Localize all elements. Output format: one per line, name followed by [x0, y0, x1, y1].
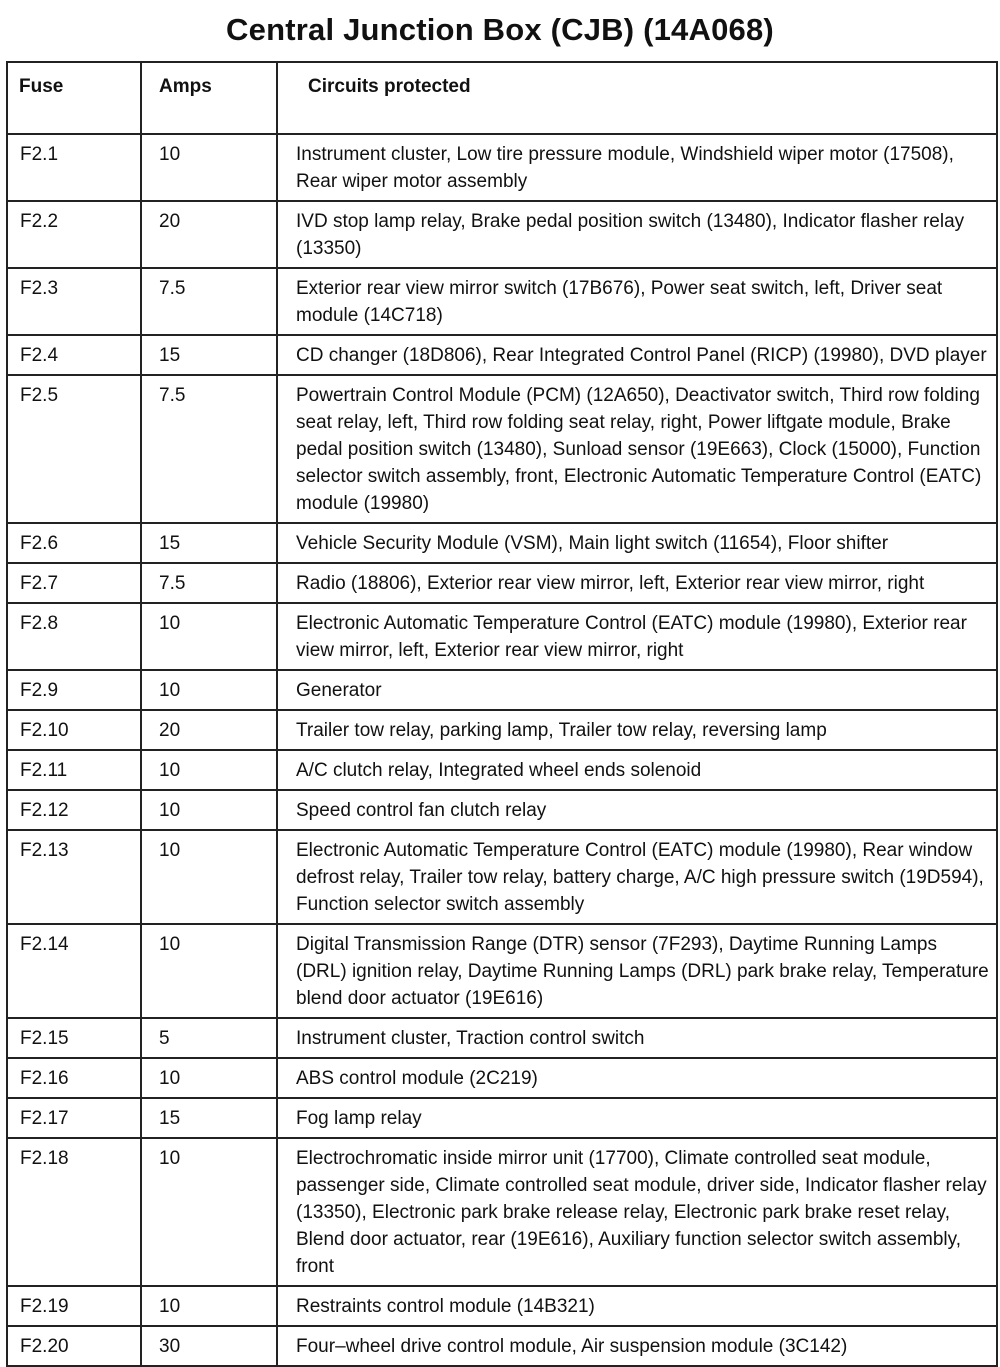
circuits-cell: Four–wheel drive control module, Air suspension module (3C142) — [277, 1326, 997, 1366]
fuse-cell: F2.7 — [7, 563, 141, 603]
table-row — [7, 924, 997, 1018]
table-row — [7, 790, 997, 830]
table-row — [7, 830, 997, 924]
amps-cell: 10 — [141, 924, 277, 1018]
fuse-cell: F2.17 — [7, 1098, 141, 1138]
table-row — [7, 1286, 997, 1326]
circuits-cell: CD changer (18D806), Rear Integrated Control Panel (RICP) (19980), DVD player — [277, 335, 997, 375]
circuits-cell: Speed control fan clutch relay — [277, 790, 997, 830]
table-row — [7, 710, 997, 750]
amps-cell: 5 — [141, 1018, 277, 1058]
table-row — [7, 134, 997, 201]
circuits-cell: IVD stop lamp relay, Brake pedal position switch (13480), Indicator flasher relay (13350) — [277, 201, 997, 268]
amps-cell: 20 — [141, 710, 277, 750]
circuits-cell: Trailer tow relay, parking lamp, Trailer tow relay, reversing lamp — [277, 710, 997, 750]
fuse-cell: F2.10 — [7, 710, 141, 750]
amps-cell: 10 — [141, 790, 277, 830]
amps-cell: 7.5 — [141, 563, 277, 603]
fuse-table — [6, 61, 998, 1367]
table-row — [7, 1138, 997, 1286]
fuse-cell: F2.11 — [7, 750, 141, 790]
fuse-cell: F2.6 — [7, 523, 141, 563]
amps-cell: 10 — [141, 1286, 277, 1326]
table-row — [7, 375, 997, 523]
amps-cell: 7.5 — [141, 375, 277, 523]
column-header-fuse: Fuse — [7, 62, 141, 134]
page-title: Central Junction Box (CJB) (14A068) — [226, 12, 774, 47]
amps-cell: 10 — [141, 670, 277, 710]
circuits-cell: ABS control module (2C219) — [277, 1058, 997, 1098]
column-header-circuits: Circuits protected — [277, 62, 997, 134]
circuits-cell: Exterior rear view mirror switch (17B676), Power seat switch, left, Driver seat module (14C718) — [277, 268, 997, 335]
amps-cell: 15 — [141, 523, 277, 563]
fuse-cell: F2.4 — [7, 335, 141, 375]
table-row — [7, 1018, 997, 1058]
fuse-cell: F2.13 — [7, 830, 141, 924]
amps-cell: 7.5 — [141, 268, 277, 335]
amps-cell: 10 — [141, 1058, 277, 1098]
fuse-cell: F2.16 — [7, 1058, 141, 1098]
table-row — [7, 201, 997, 268]
fuse-cell: F2.1 — [7, 134, 141, 201]
table-row — [7, 603, 997, 670]
amps-cell: 10 — [141, 830, 277, 924]
table-row — [7, 523, 997, 563]
circuits-cell: Digital Transmission Range (DTR) sensor (7F293), Daytime Running Lamps (DRL) ignition relay, Daytime Running Lamps (DRL) park brake relay, Temperature blend door actuator (19E616) — [277, 924, 997, 1018]
amps-cell: 15 — [141, 1098, 277, 1138]
table-row — [7, 670, 997, 710]
fuse-cell: F2.15 — [7, 1018, 141, 1058]
circuits-cell: Powertrain Control Module (PCM) (12A650), Deactivator switch, Third row folding seat relay, left, Third row folding seat relay, right, Power liftgate module, Brake pedal position switch (13480), Sunload sensor (19E663), Clock (15000), Function selector switch assembly, front, Electronic Automatic Temperature Control (EATC) module (19980) — [277, 375, 997, 523]
column-header-amps: Amps — [141, 62, 277, 134]
table-row — [7, 750, 997, 790]
amps-cell: 10 — [141, 1138, 277, 1286]
fuse-cell: F2.2 — [7, 201, 141, 268]
amps-cell: 10 — [141, 134, 277, 201]
table-row — [7, 268, 997, 335]
circuits-cell: Generator — [277, 670, 997, 710]
fuse-cell: F2.3 — [7, 268, 141, 335]
circuits-cell: Fog lamp relay — [277, 1098, 997, 1138]
fuse-cell: F2.14 — [7, 924, 141, 1018]
circuits-cell: A/C clutch relay, Integrated wheel ends solenoid — [277, 750, 997, 790]
amps-cell: 30 — [141, 1326, 277, 1366]
amps-cell: 15 — [141, 335, 277, 375]
fuse-cell: F2.18 — [7, 1138, 141, 1286]
fuse-cell: F2.12 — [7, 790, 141, 830]
fuse-cell: F2.9 — [7, 670, 141, 710]
circuits-cell: Restraints control module (14B321) — [277, 1286, 997, 1326]
fuse-cell: F2.19 — [7, 1286, 141, 1326]
circuits-cell: Vehicle Security Module (VSM), Main light switch (11654), Floor shifter — [277, 523, 997, 563]
table-body — [7, 134, 997, 1366]
circuits-cell: Electronic Automatic Temperature Control (EATC) module (19980), Exterior rear view mirror, left, Exterior rear view mirror, right — [277, 603, 997, 670]
fuse-cell: F2.20 — [7, 1326, 141, 1366]
circuits-cell: Radio (18806), Exterior rear view mirror, left, Exterior rear view mirror, right — [277, 563, 997, 603]
fuse-cell: F2.5 — [7, 375, 141, 523]
table-row — [7, 1058, 997, 1098]
amps-cell: 20 — [141, 201, 277, 268]
circuits-cell: Instrument cluster, Traction control switch — [277, 1018, 997, 1058]
amps-cell: 10 — [141, 750, 277, 790]
table-header-row — [7, 62, 997, 134]
table-row — [7, 1326, 997, 1366]
circuits-cell: Electronic Automatic Temperature Control (EATC) module (19980), Rear window defrost relay, Trailer tow relay, battery charge, A/C high pressure switch (19D594), Function selector switch assembly — [277, 830, 997, 924]
amps-cell: 10 — [141, 603, 277, 670]
table-row — [7, 335, 997, 375]
fuse-cell: F2.8 — [7, 603, 141, 670]
circuits-cell: Instrument cluster, Low tire pressure module, Windshield wiper motor (17508), Rear wiper motor assembly — [277, 134, 997, 201]
table-row — [7, 563, 997, 603]
circuits-cell: Electrochromatic inside mirror unit (17700), Climate controlled seat module, passenger side, Climate controlled seat module, driver side, Indicator flasher relay (13350), Electronic park brake release relay, Electronic park brake reset relay, Blend door actuator, rear (19E616), Auxiliary function selector switch assembly, front — [277, 1138, 997, 1286]
table-row — [7, 1098, 997, 1138]
